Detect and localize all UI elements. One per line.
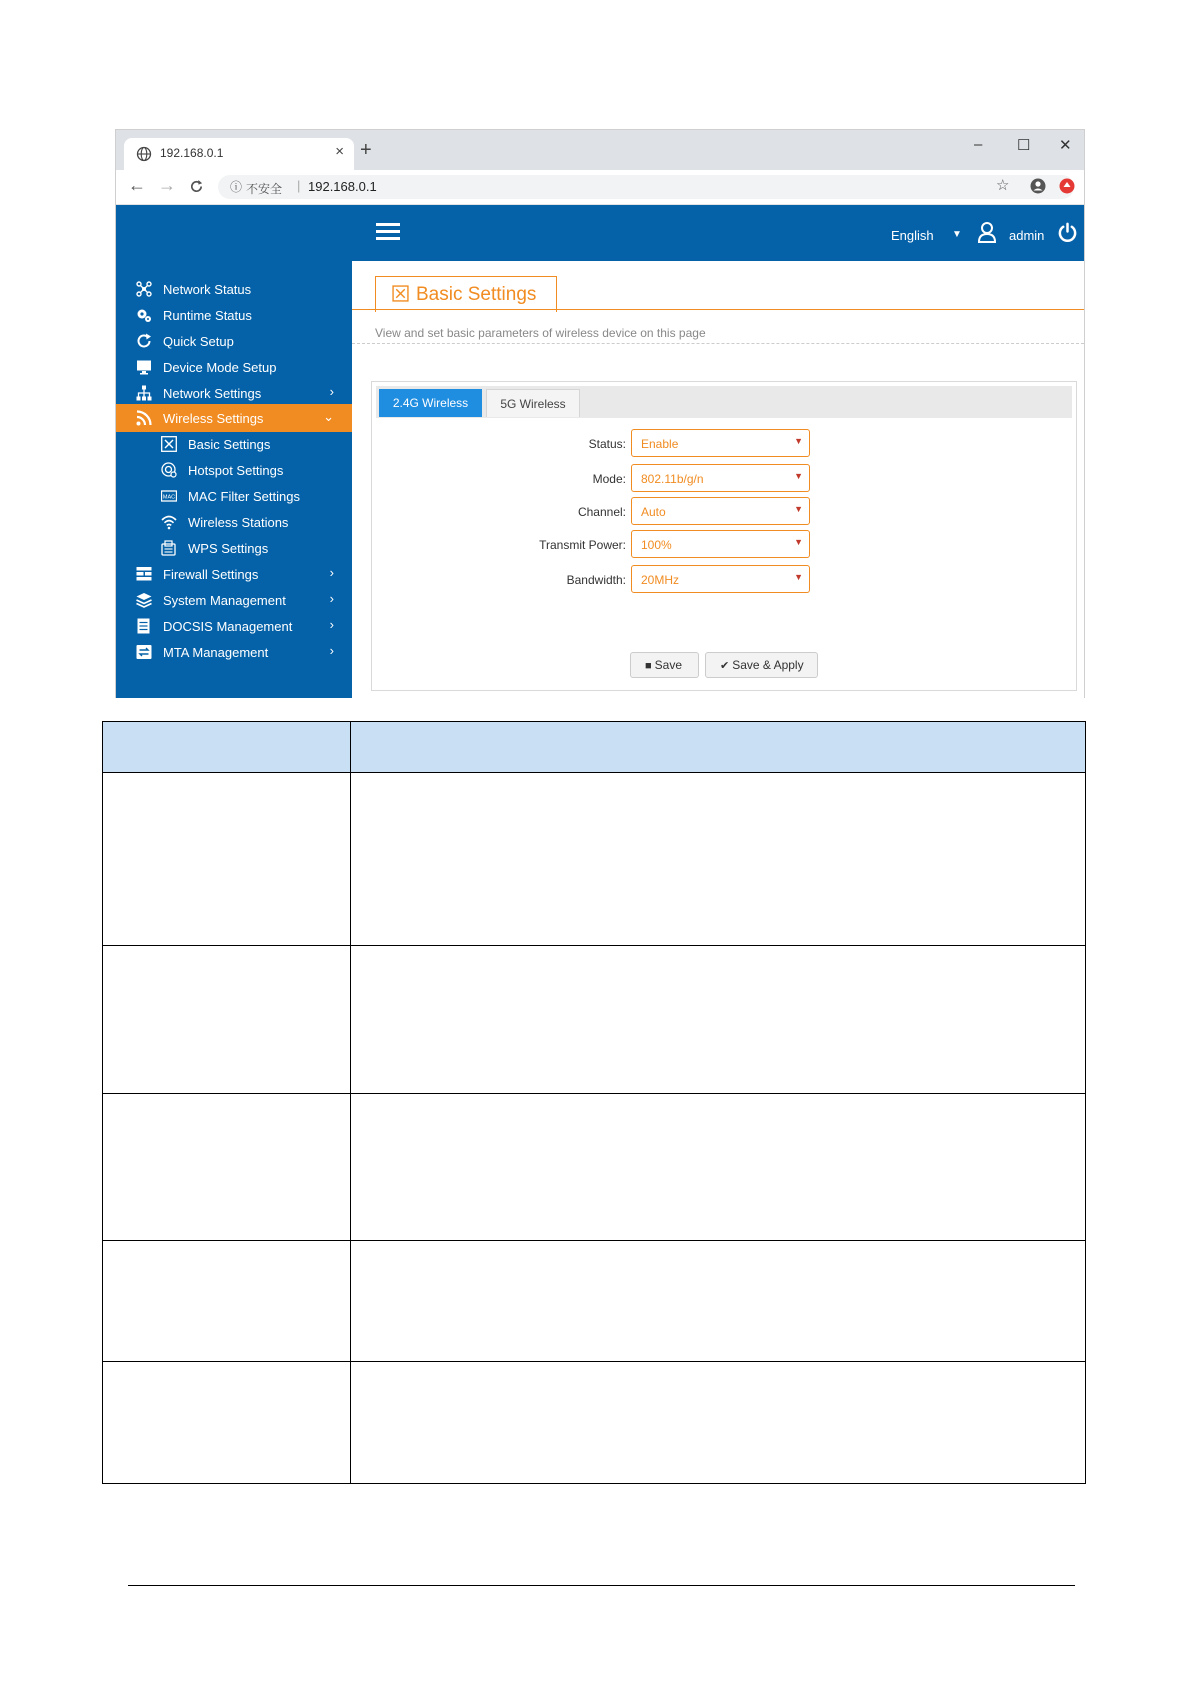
tab-close-icon[interactable]: ×: [335, 143, 344, 160]
sidebar-item-label: WPS Settings: [188, 541, 269, 556]
page-title-tab: [375, 276, 557, 312]
check-icon: ✔: [720, 660, 730, 672]
table-border-bottom: [102, 1483, 1086, 1484]
chevron-right-icon: ›: [329, 617, 334, 632]
address-bar-row: [116, 170, 1084, 205]
channel-select[interactable]: [631, 497, 810, 525]
sidebar-item-label: DOCSIS Management: [163, 619, 293, 634]
extension-icon[interactable]: [1059, 178, 1075, 194]
monitor-icon: [136, 359, 152, 375]
table-row-divider: [102, 1093, 1086, 1094]
back-button[interactable]: ←: [128, 175, 146, 195]
sidebar-item-wireless-settings[interactable]: [116, 404, 352, 432]
field-row-status: [372, 429, 1078, 459]
table-column-divider: [350, 721, 351, 1484]
sidebar-item-runtime-status[interactable]: [116, 301, 352, 329]
transmit-power-select[interactable]: [631, 530, 810, 558]
footer-rule: [128, 1585, 1075, 1586]
table-row-divider: [102, 1361, 1086, 1362]
security-label: 不安全: [246, 182, 283, 196]
chevron-right-icon: ›: [329, 643, 334, 658]
chevron-right-icon: ›: [329, 384, 334, 399]
user-icon: [977, 221, 997, 243]
field-label-mode: Mode:: [592, 472, 626, 486]
menu-toggle-icon[interactable]: [376, 223, 400, 241]
field-row-channel: [372, 497, 1078, 527]
sitemap-icon: [136, 385, 152, 401]
wifi-icon: [161, 514, 177, 530]
status-select[interactable]: [631, 429, 810, 457]
refresh-icon: [136, 333, 152, 349]
channel-selected-value: Auto: [641, 505, 666, 519]
field-label-channel: Channel:: [577, 505, 626, 519]
mode-select[interactable]: [631, 464, 810, 492]
sidebar-item-wireless-stations[interactable]: [116, 508, 352, 536]
close-window-button[interactable]: ✕: [1059, 137, 1072, 154]
title-underline: [352, 309, 1084, 310]
sidebar-item-network-settings[interactable]: [116, 379, 352, 407]
transmit-power-selected-value: 100%: [641, 538, 672, 552]
basic-settings-icon: [161, 436, 177, 452]
info-icon[interactable]: ⓘ: [230, 180, 243, 194]
page-title: Basic Settings: [416, 284, 537, 305]
bandwidth-select[interactable]: [631, 565, 810, 593]
table-border-right: [1085, 721, 1086, 1484]
chevron-down-icon: ⌄: [323, 409, 334, 424]
caret-down-icon: ▼: [794, 572, 803, 582]
save-button[interactable]: [630, 652, 699, 678]
rss-icon: [136, 410, 152, 426]
field-label-bandwidth: Bandwidth:: [566, 573, 626, 587]
sidebar-item-label: Hotspot Settings: [188, 463, 284, 478]
sidebar-item-device-mode-setup[interactable]: [116, 353, 352, 381]
chevron-down-icon[interactable]: ▼: [952, 229, 962, 240]
status-selected-value: Enable: [641, 437, 679, 451]
sidebar-item-firewall-settings[interactable]: [116, 560, 352, 588]
sidebar-item-label: MTA Management: [163, 645, 269, 660]
caret-down-icon: ▼: [794, 537, 803, 547]
address-field[interactable]: [218, 175, 1074, 199]
mac-icon: [161, 488, 177, 504]
table-row-divider: [102, 772, 1086, 773]
sidebar-item-wps-settings[interactable]: [116, 534, 352, 562]
forward-button[interactable]: →: [158, 175, 176, 195]
layers-icon: [136, 592, 152, 608]
table-border-left: [102, 721, 103, 1484]
sidebar-item-label: MAC Filter Settings: [188, 489, 300, 504]
band-tabs: [376, 386, 1072, 418]
sidebar-item-label: Runtime Status: [163, 308, 252, 323]
star-icon[interactable]: ☆: [996, 177, 1010, 194]
gears-icon: [136, 307, 152, 323]
field-row-bandwidth: [372, 565, 1078, 595]
hotspot-icon: [161, 462, 177, 478]
wireless-settings-panel: [371, 381, 1077, 691]
save-icon: ■: [645, 660, 652, 672]
sidebar-item-label: Firewall Settings: [163, 567, 259, 582]
mode-selected-value: 802.11b/g/n: [641, 472, 704, 486]
globe-icon: [136, 146, 152, 162]
docsis-icon: [136, 618, 152, 634]
field-row-transmit-power: [372, 530, 1078, 560]
table-border-top: [102, 721, 1086, 722]
caret-down-icon: ▼: [794, 436, 803, 446]
tab-5g-wireless[interactable]: 5G Wireless: [486, 389, 580, 417]
description-table: [102, 721, 1086, 1484]
sidebar-item-label: Network Settings: [163, 386, 262, 401]
sidebar-item-label: Basic Settings: [188, 437, 271, 452]
chevron-right-icon: ›: [329, 565, 334, 580]
sidebar-item-label: System Management: [163, 593, 286, 608]
settings-tools-icon: [392, 285, 409, 302]
caret-down-icon: ▼: [794, 471, 803, 481]
sidebar-item-mac-filter-settings[interactable]: [116, 482, 352, 510]
tab-title: 192.168.0.1: [160, 146, 224, 160]
account-icon[interactable]: [1030, 178, 1046, 194]
table-row-divider: [102, 1240, 1086, 1241]
table-header-row: [102, 721, 1086, 772]
table-row-divider: [102, 945, 1086, 946]
sidebar-item-docsis-management[interactable]: [116, 612, 352, 640]
sidebar-menu: [116, 261, 352, 698]
url-text[interactable]: 192.168.0.1: [308, 179, 377, 194]
field-label-status: Status:: [588, 437, 626, 451]
wps-icon: [161, 540, 177, 556]
username-label: admin: [1009, 228, 1045, 243]
field-row-mode: [372, 464, 1078, 494]
caret-down-icon: ▼: [794, 504, 803, 514]
top-navbar: [116, 205, 1084, 261]
address-separator: |: [297, 178, 301, 193]
sidebar-item-label: Network Status: [163, 282, 252, 297]
sidebar-item-network-status[interactable]: [116, 275, 352, 303]
maximize-button[interactable]: ☐: [1017, 137, 1031, 154]
save-label: Save: [654, 658, 683, 672]
sidebar-item-label: Wireless Settings: [163, 411, 264, 426]
browser-window: [115, 129, 1085, 698]
sidebar-item-label: Device Mode Setup: [163, 360, 277, 375]
new-tab-button[interactable]: +: [360, 139, 372, 161]
tab-2-4g-wireless[interactable]: 2.4G Wireless: [379, 389, 482, 417]
language-selector[interactable]: English: [891, 228, 934, 243]
field-label-transmit-power: Transmit Power:: [539, 538, 626, 552]
svg-text:MAC: MAC: [162, 494, 176, 501]
dashed-divider: [352, 343, 1084, 344]
mta-icon: [136, 644, 152, 660]
sidebar-item-system-management[interactable]: [116, 586, 352, 614]
bandwidth-selected-value: 20MHz: [641, 573, 680, 587]
main-content: [352, 261, 1084, 698]
sidebar-item-label: Quick Setup: [163, 334, 234, 349]
save-apply-label: Save & Apply: [732, 658, 804, 672]
router-web-app: [116, 205, 1084, 698]
sidebar-item-hotspot-settings[interactable]: [116, 456, 352, 484]
sidebar-item-label: Wireless Stations: [188, 515, 289, 530]
tab-strip: [116, 130, 1084, 170]
save-apply-button[interactable]: [705, 652, 818, 678]
page-description: View and set basic parameters of wireless device on this page: [375, 326, 706, 340]
chevron-right-icon: ›: [329, 591, 334, 606]
sidebar-item-mta-management[interactable]: [116, 638, 352, 666]
browser-tab[interactable]: [124, 138, 354, 170]
sidebar-item-quick-setup[interactable]: [116, 327, 352, 355]
power-icon[interactable]: [1057, 222, 1078, 243]
sidebar-item-basic-settings[interactable]: [116, 430, 352, 458]
network-status-icon: [136, 281, 152, 297]
minimize-button[interactable]: –: [974, 136, 983, 153]
firewall-icon: [136, 566, 152, 582]
reload-icon[interactable]: [189, 179, 204, 194]
